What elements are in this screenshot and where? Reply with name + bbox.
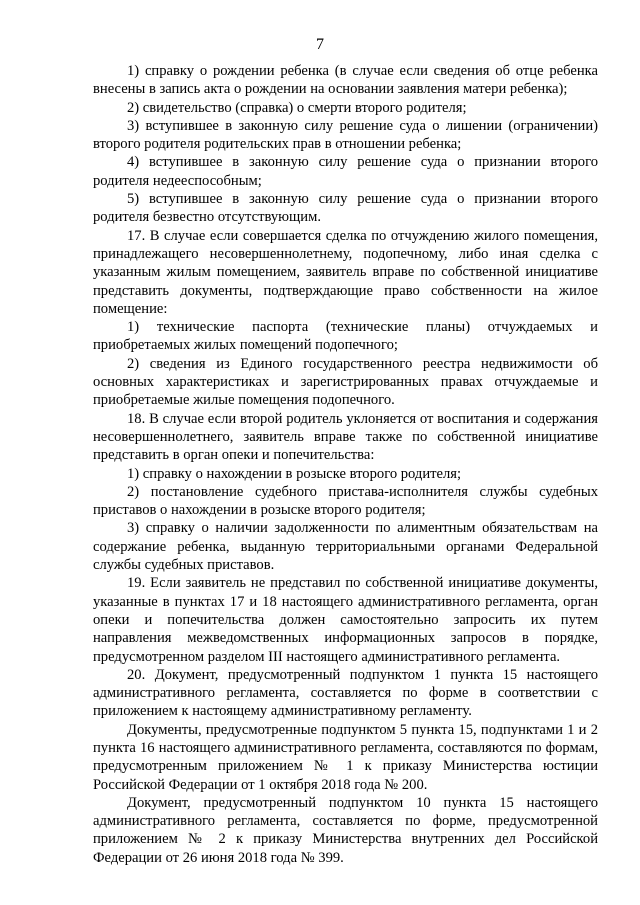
paragraph-1-5-court-missing: 5) вступившее в законную силу решение суда о признании второго родителя безвестно отсутствующим. <box>93 191 598 226</box>
paragraph-20: 20. Документ, предусмотренный подпунктом 1 пункта 15 настоящего административного регламента, составляется по форме в соответствии с приложением к настоящему административному регламенту. <box>93 666 598 720</box>
document-body <box>93 62 598 867</box>
paragraph-1-4-court-incapacity: 4) вступившее в законную силу решение суда о признании второго родителя недееспособным; <box>93 154 598 189</box>
paragraph-17-1: 1) технические паспорта (технические планы) отчуждаемых и приобретаемых жилых помещений подопечного; <box>93 319 598 354</box>
paragraph-18-1: 1) справку о нахождении в розыске второго родителя; <box>127 465 462 482</box>
page-number: 7 <box>316 36 324 53</box>
paragraph-19: 19. Если заявитель не представил по собственной инициативе документы, указанные в пунктах 17 и 18 настоящего административного регламента, орган опеки и попечительства должен самостоятельно запросить их путем направления межведомственных информационных запросов в порядке, предусмотренном разделом III настоящего административного регламента. <box>93 575 598 665</box>
paragraph-1-3-court-deprivation: 3) вступившее в законную силу решение суда о лишении (ограничении) второго родителя родительских прав в отношении ребенка; <box>93 117 598 153</box>
paragraph-17: 17. В случае если совершается сделка по отчуждению жилого помещения, принадлежащего несовершеннолетнему, подопечному, либо иная сделка с указанным жилым помещением, заявитель вправе по собственной инициативе представить документы, подтверждающие право собственности на жилое помещение: <box>93 227 598 317</box>
paragraph-1-2-death-certificate: 2) свидетельство (справка) о смерти второго родителя; <box>127 99 467 116</box>
paragraph-1-1-birth-certificate: 1) справку о рождении ребенка (в случае если сведения об отце ребенка внесены в запись акта о рождении на основании заявления матери ребенка); <box>93 63 598 98</box>
paragraph-20-documents: Документы, предусмотренные подпунктом 5 пункта 15, подпунктами 1 и 2 пункта 16 настоящего административного регламента, составляются по формам, предусмотренным приложением № 1 к приказу Министерства юстиции Российской Федерации от 1 октября 2018 года № 200. <box>93 721 598 793</box>
paragraph-17-2: 2) сведения из Единого государственного реестра недвижимости об основных характеристиках и зарегистрированных правах отчуждаемые и приобретаемые жилые помещения подопечного. <box>93 355 598 409</box>
paragraph-18: 18. В случае если второй родитель уклоняется от воспитания и содержания несовершеннолетнего, заявитель вправе также по собственной инициативе представить в орган опеки и попечительства: <box>93 410 598 464</box>
paragraph-18-2: 2) постановление судебного пристава-исполнителя службы судебных приставов о нахождении в розыске второго родителя; <box>93 483 598 519</box>
paragraph-18-3: 3) справку о наличии задолженности по алиментным обязательствам на содержание ребенка, выданную территориальными органами Федеральной службы судебных приставов. <box>93 520 598 574</box>
paragraph-20-document-10: Документ, предусмотренный подпунктом 10 пункта 15 настоящего административного регламента, составляется по форме, предусмотренной приложением № 2 к приказу Министерства внутренних дел Российской Федерации от 26 июня 2018 года № 399. <box>93 794 598 866</box>
